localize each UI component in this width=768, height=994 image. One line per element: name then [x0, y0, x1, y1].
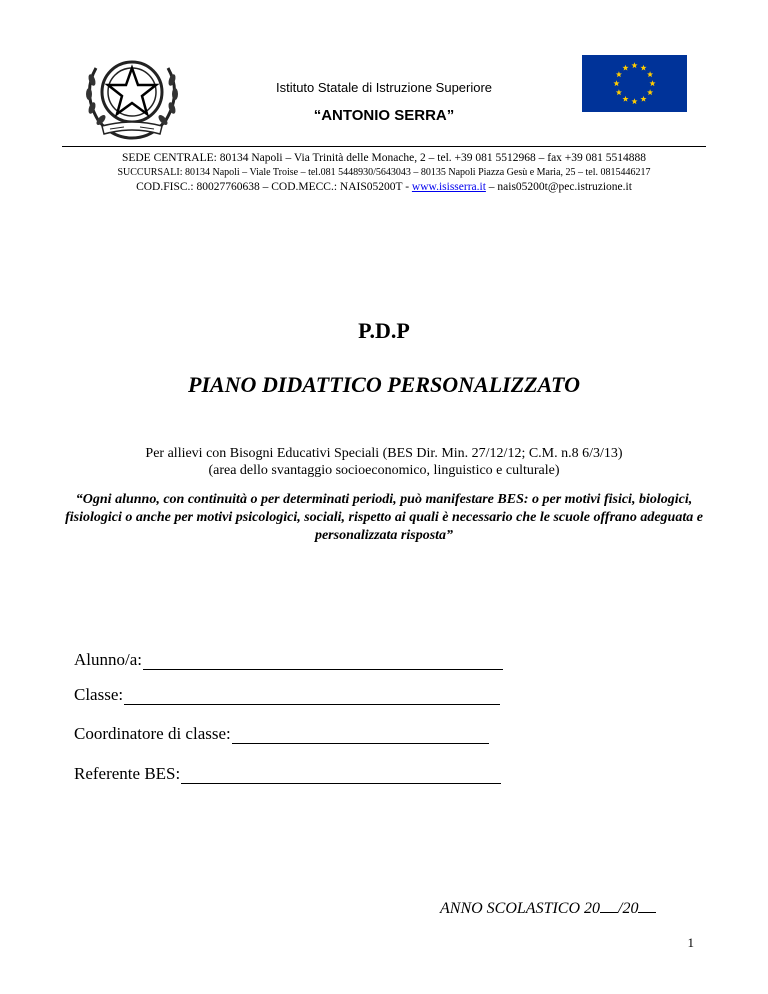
- header-divider: [62, 146, 706, 147]
- address-line-branches: SUCCURSALI: 80134 Napoli – Viale Troise – tel.081 5448930/5643043 – 80135 Napoli Piazza Gesù e Maria, 25 – tel. 0815446217: [117, 167, 651, 178]
- eu-flag-icon: [582, 55, 687, 112]
- bes-quote: “Ogni alunno, con continuità o per determinati periodi, può manifestare BES: o per motivi fisici, biologici, fisiologici o anche per motivi psicologici, sociali, rispetto ai quali è necessario che le scuole offrano adeguata e personalizzata risposta”: [65, 492, 703, 543]
- eu-star-icon: [616, 89, 622, 95]
- document-abbreviation: P.D.P: [358, 318, 410, 343]
- pec-email: – nais05200t@pec.istruzione.it: [485, 181, 632, 193]
- institute-name: “ANTONIO SERRA”: [313, 107, 455, 124]
- address-line-codes: [0, 181, 768, 193]
- school-year-sep: /20: [618, 900, 639, 917]
- eu-star-icon: [640, 65, 646, 71]
- school-year-blank-1[interactable]: [600, 898, 618, 913]
- eu-star-icon: [613, 80, 619, 86]
- eu-star-icon: [631, 62, 637, 68]
- eu-star-icon: [622, 96, 628, 102]
- field-referente: [74, 764, 501, 784]
- field-coordinatore-blank[interactable]: [232, 727, 489, 744]
- school-year-prefix: ANNO SCOLASTICO 20: [440, 900, 601, 917]
- field-coordinatore-label: Coordinatore di classe:: [74, 724, 231, 743]
- institute-type: Istituto Statale di Istruzione Superiore: [275, 80, 493, 95]
- field-referente-blank[interactable]: [181, 767, 501, 784]
- codes-text: COD.FISC.: 80027760638 – COD.MECC.: NAIS05200T -: [136, 181, 412, 193]
- eu-star-icon: [631, 98, 637, 104]
- eu-star-icon: [616, 71, 622, 77]
- field-classe: [74, 685, 500, 705]
- subtitle-area: (area dello svantaggio socioeconomico, linguistico e culturale): [208, 463, 560, 478]
- document-title: PIANO DIDATTICO PERSONALIZZATO: [188, 372, 580, 397]
- page-number: 1: [687, 935, 694, 950]
- field-alunno: [74, 650, 503, 670]
- subtitle-target: Per allievi con Bisogni Educativi Speciali (BES Dir. Min. 27/12/12; C.M. n.8 6/3/13): [145, 446, 623, 461]
- field-referente-label: Referente BES:: [74, 764, 181, 783]
- eu-star-icon: [647, 89, 653, 95]
- eu-star-icon: [649, 80, 655, 86]
- school-year: [440, 898, 656, 918]
- field-classe-label: Classe:: [74, 685, 124, 704]
- field-classe-blank[interactable]: [124, 688, 500, 705]
- eu-star-icon: [640, 96, 646, 102]
- eu-star-icon: [622, 65, 628, 71]
- field-alunno-label: Alunno/a:: [74, 650, 142, 669]
- field-alunno-blank[interactable]: [143, 653, 503, 670]
- eu-star-icon: [647, 71, 653, 77]
- website-link[interactable]: www.isisserra.it: [411, 181, 486, 193]
- field-coordinatore: [74, 724, 489, 744]
- school-year-blank-2[interactable]: [638, 898, 656, 913]
- address-line-main: SEDE CENTRALE: 80134 Napoli – Via Trinità delle Monache, 2 – tel. +39 081 5512968 – fax +39 081 5514888: [121, 152, 647, 164]
